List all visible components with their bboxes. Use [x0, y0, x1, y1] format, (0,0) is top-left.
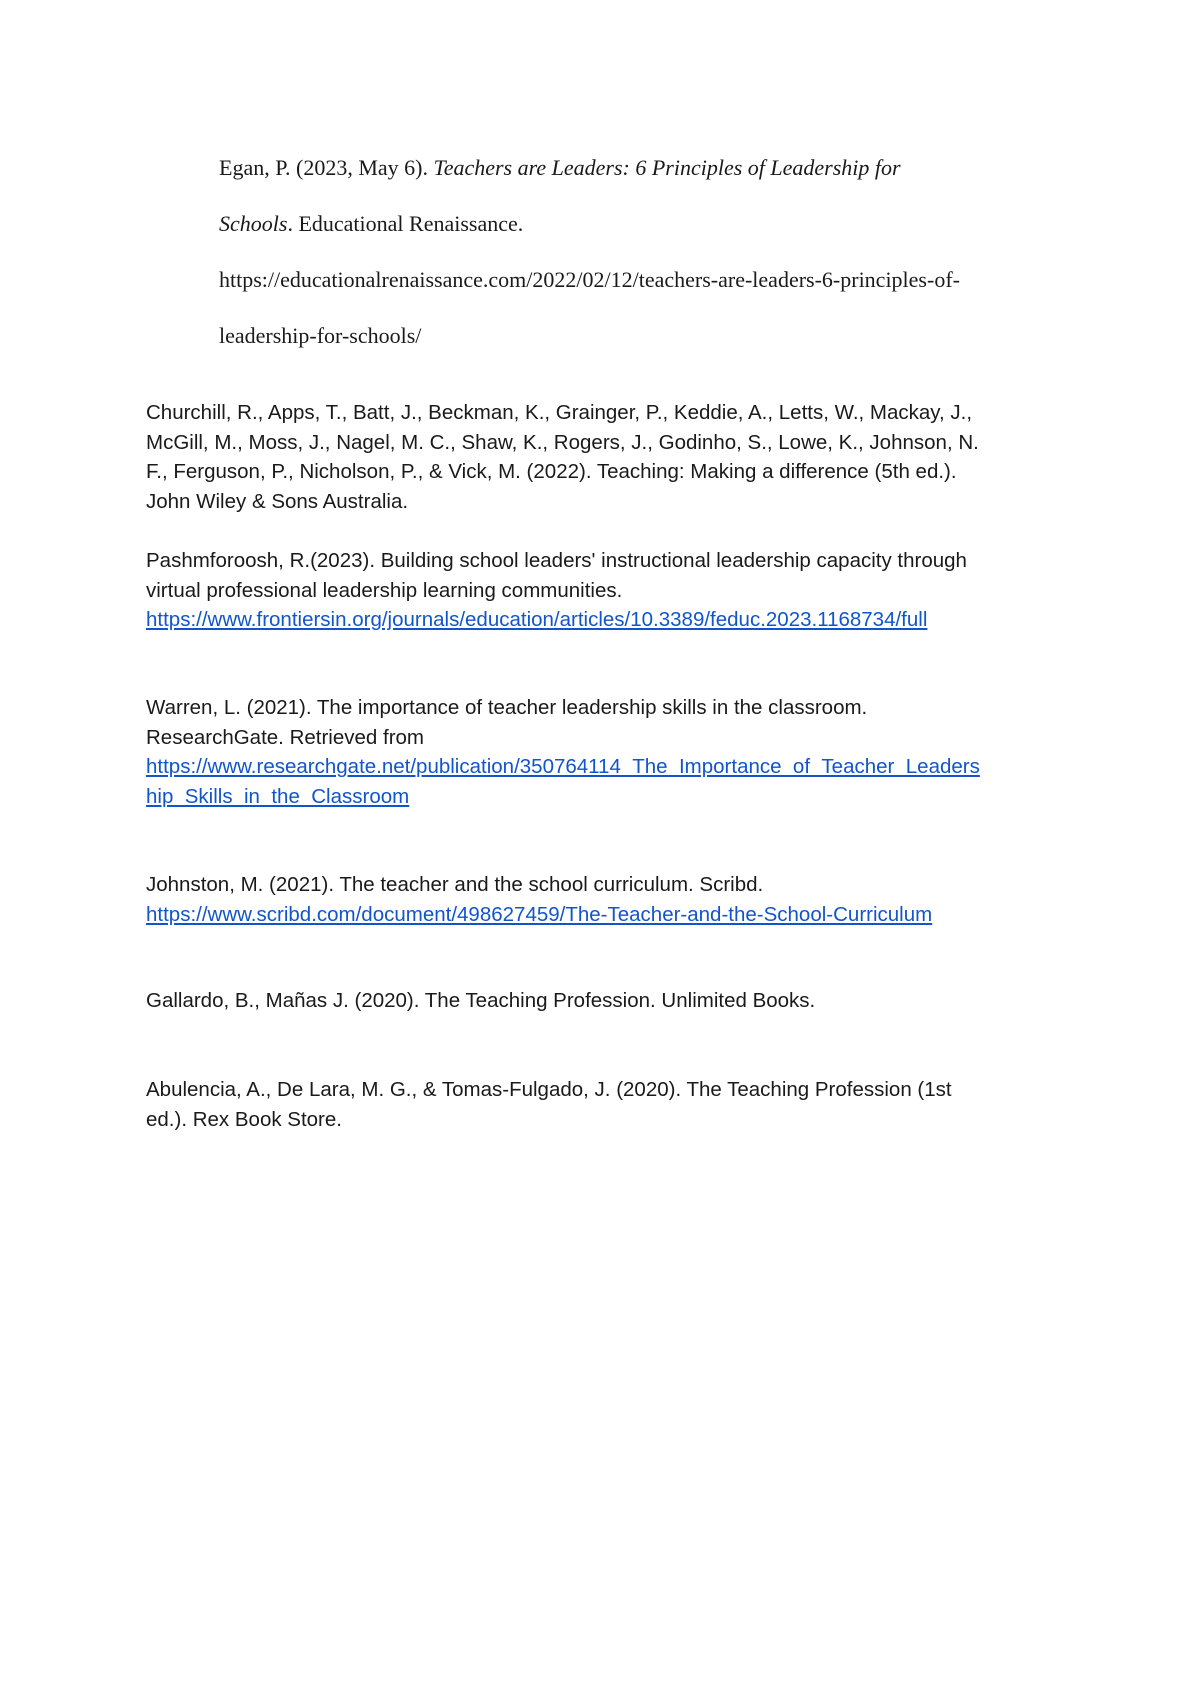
reference-pashmforoosh [146, 546, 1066, 635]
reference-egan-url-1: https://educationalrenaissance.com/2022/02/12/teachers-are-leaders-6-principles-of- [219, 267, 960, 292]
reference-johnston-line-1: Johnston, M. (2021). The teacher and the school curriculum. Scribd. [146, 873, 764, 896]
reference-egan-line-2 [219, 196, 1079, 252]
reference-pashmforoosh-link-line [146, 605, 1066, 635]
reference-pashmforoosh-line-2: virtual professional leadership learning communities. [146, 578, 623, 602]
reference-warren-link-line-2 [146, 782, 1066, 812]
reference-egan-publisher: . Educational Renaissance. [287, 211, 524, 236]
reference-churchill-line-2: McGill, M., Moss, J., Nagel, M. C., Shaw, K., Rogers, J., Godinho, S., Lowe, K., Johnson, N. [146, 430, 979, 454]
reference-abulencia [146, 1075, 1066, 1134]
reference-abulencia-line-2: ed.). Rex Book Store. [146, 1107, 342, 1131]
reference-pashmforoosh-link[interactable]: https://www.frontiersin.org/journals/education/articles/10.3389/feduc.2023.1168734/full [146, 608, 928, 631]
reference-warren-link-cont[interactable]: hip_Skills_in_the_Classroom [146, 784, 410, 808]
reference-warren [146, 693, 1066, 811]
reference-egan-line-1 [219, 140, 1079, 196]
reference-egan-title-cont: Schools [219, 211, 288, 236]
reference-warren-line-1: Warren, L. (2021). The importance of teacher leadership skills in the classroom. [146, 696, 868, 719]
reference-pashmforoosh-line-1: Pashmforoosh, R.(2023). Building school leaders' instructional leadership capacity through [146, 549, 967, 572]
reference-churchill [146, 398, 1066, 516]
reference-egan-title: Teachers are Leaders: 6 Principles of Leadership for [433, 155, 901, 180]
reference-egan-url-2: leadership-for-schools/ [219, 323, 422, 348]
reference-abulencia-line-1: Abulencia, A., De Lara, M. G., & Tomas-Fulgado, J. (2020). The Teaching Profession (1st [146, 1078, 952, 1101]
reference-warren-link[interactable]: https://www.researchgate.net/publication/350764114_The_Importance_of_Teacher_Leaders [146, 755, 980, 778]
reference-warren-link-line-1 [146, 752, 1066, 782]
reference-gallardo [146, 986, 1066, 1016]
reference-churchill-line-4: John Wiley & Sons Australia. [146, 489, 409, 513]
reference-churchill-line-1: Churchill, R., Apps, T., Batt, J., Beckman, K., Grainger, P., Keddie, A., Letts, W., Mackay, J., [146, 401, 973, 424]
reference-gallardo-line-1: Gallardo, B., Mañas J. (2020). The Teaching Profession. Unlimited Books. [146, 989, 816, 1012]
reference-egan-authors: Egan, P. (2023, May 6). [219, 155, 434, 180]
reference-johnston-link-line [146, 900, 1066, 930]
reference-egan [219, 140, 1079, 364]
reference-churchill-line-3: F., Ferguson, P., Nicholson, P., & Vick, M. (2022). Teaching: Making a difference (5th ed.). [146, 460, 957, 483]
reference-warren-line-2: ResearchGate. Retrieved from [146, 725, 425, 749]
reference-johnston [146, 870, 1066, 929]
reference-johnston-link[interactable]: https://www.scribd.com/document/498627459/The-Teacher-and-the-School-Curriculum [146, 902, 933, 926]
